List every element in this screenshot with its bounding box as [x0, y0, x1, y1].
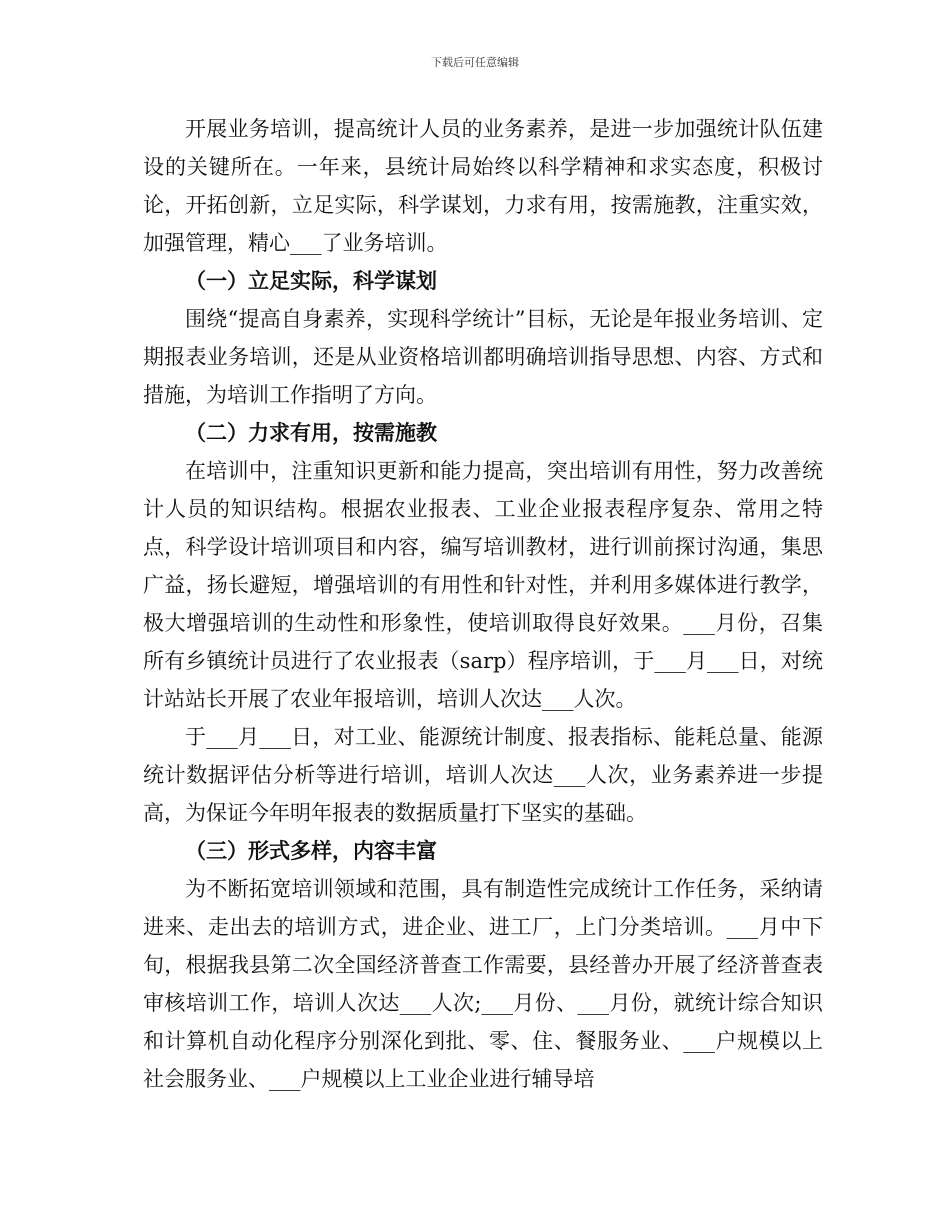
paragraph-section-3: 为不断拓宽培训领域和范围，具有制造性完成统计工作任务，采纳请进来、走出去的培训方式，进企业、进工厂，上门分类培训。___月中下旬，根据我县第二次全国经济普查工作需要，县经普办开展了经济普查表审核培训工作，培训人次达___人次;___月份、___月份，就统计综合知识和计算机自动化程序分别深化到批、零、住、餐服务业、___户规模以上社会服务业、___户规模以上工业企业进行辅导培 [143, 877, 823, 1091]
section-heading-1: （一）立足实际，科学谋划 [185, 269, 437, 293]
paragraph-section-2-cont: 于___月___日，对工业、能源统计制度、报表指标、能耗总量、能源统计数据评估分析等进行培训，培训人次达___人次，业务素养进一步提高，为保证今年明年报表的数据质量打下坚实的基础。 [143, 725, 823, 825]
section-heading-2: （二）力求有用，按需施教 [185, 421, 437, 445]
section-heading-3: （三）形式多样，内容丰富 [185, 839, 437, 863]
paragraph-intro: 开展业务培训，提高统计人员的业务素养，是进一步加强统计队伍建设的关键所在。一年来，县统计局始终以科学精神和求实态度，积极讨论，开拓创新，立足实际，科学谋划，力求有用，按需施教，注重实效，加强管理，精心___了业务培训。 [143, 117, 823, 255]
page-header-note: 下载后可任意编辑 [431, 56, 519, 69]
document-body [143, 110, 823, 1098]
paragraph-section-1: 围绕“提高自身素养，实现科学统计”目标，无论是年报业务培训、定期报表业务培训，还是从业资格培训都明确培训指导思想、内容、方式和措施，为培训工作指明了方向。 [143, 307, 823, 407]
paragraph-section-2: 在培训中，注重知识更新和能力提高，突出培训有用性，努力改善统计人员的知识结构。根据农业报表、工业企业报表程序复杂、常用之特点，科学设计培训项目和内容，编写培训教材，进行训前探讨沟通，集思广益，扬长避短，增强培训的有用性和针对性，并利用多媒体进行教学，极大增强培训的生动性和形象性，使培训取得良好效果。___月份，召集所有乡镇统计员进行了农业报表（sarp）程序培训，于___月___日，对统计站站长开展了农业年报培训，培训人次达___人次。 [143, 459, 823, 711]
